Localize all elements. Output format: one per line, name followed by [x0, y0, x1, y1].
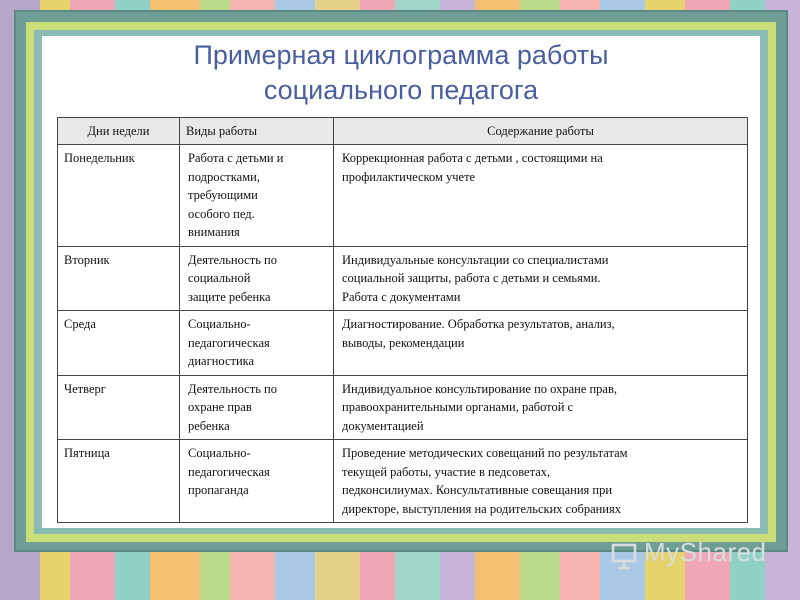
- work-content-cell: Индивидуальные консультации со специалистами социальной защиты, работа с детьми и семьями. Работа с документами: [334, 246, 748, 311]
- day-cell: Пятница: [58, 440, 180, 523]
- table-row: [58, 440, 748, 523]
- table-row: [58, 311, 748, 376]
- header-work-content: Содержание работы: [334, 118, 748, 145]
- slide-title-line-1: Примерная циклограмма работы: [193, 40, 609, 70]
- header-work-types: Виды работы: [180, 118, 334, 145]
- table-row: [58, 145, 748, 247]
- work-content-cell: Диагностирование. Обработка результатов, анализ, выводы, рекомендации: [334, 311, 748, 376]
- work-content-cell: Проведение методических совещаний по результатам текущей работы, участие в педсоветах, педконсилиумах. Консультативные совещания при директоре, выступления на родительских собраниях: [334, 440, 748, 523]
- day-cell: Четверг: [58, 375, 180, 440]
- day-cell: Среда: [58, 311, 180, 376]
- work-content-cell: Коррекционная работа с детьми , состоящими на профилактическом учете: [334, 145, 748, 247]
- day-cell: Понедельник: [58, 145, 180, 247]
- header-days: Дни недели: [58, 118, 180, 145]
- work-type-cell: Деятельность по охране прав ребенка: [180, 375, 334, 440]
- table-row: [58, 246, 748, 311]
- watermark-logo: [606, 537, 767, 568]
- watermark-text: MyShared: [644, 537, 767, 567]
- work-content-cell: Индивидуальное консультирование по охране прав, правоохранительными органами, работой с документацией: [334, 375, 748, 440]
- slide-title-line-2: социального педагога: [263, 75, 539, 105]
- table-row: [58, 375, 748, 440]
- slide-title: [42, 38, 760, 108]
- work-type-cell: Социально- педагогическая диагностика: [180, 311, 334, 376]
- work-type-cell: Работа с детьми и подростками, требующими особого пед. внимания: [180, 145, 334, 247]
- work-type-cell: Деятельность по социальной защите ребенка: [180, 246, 334, 311]
- table-header-row: [58, 118, 748, 145]
- day-cell: Вторник: [58, 246, 180, 311]
- cyclogram-table: [57, 117, 748, 523]
- work-type-cell: Социально- педагогическая пропаганда: [180, 440, 334, 523]
